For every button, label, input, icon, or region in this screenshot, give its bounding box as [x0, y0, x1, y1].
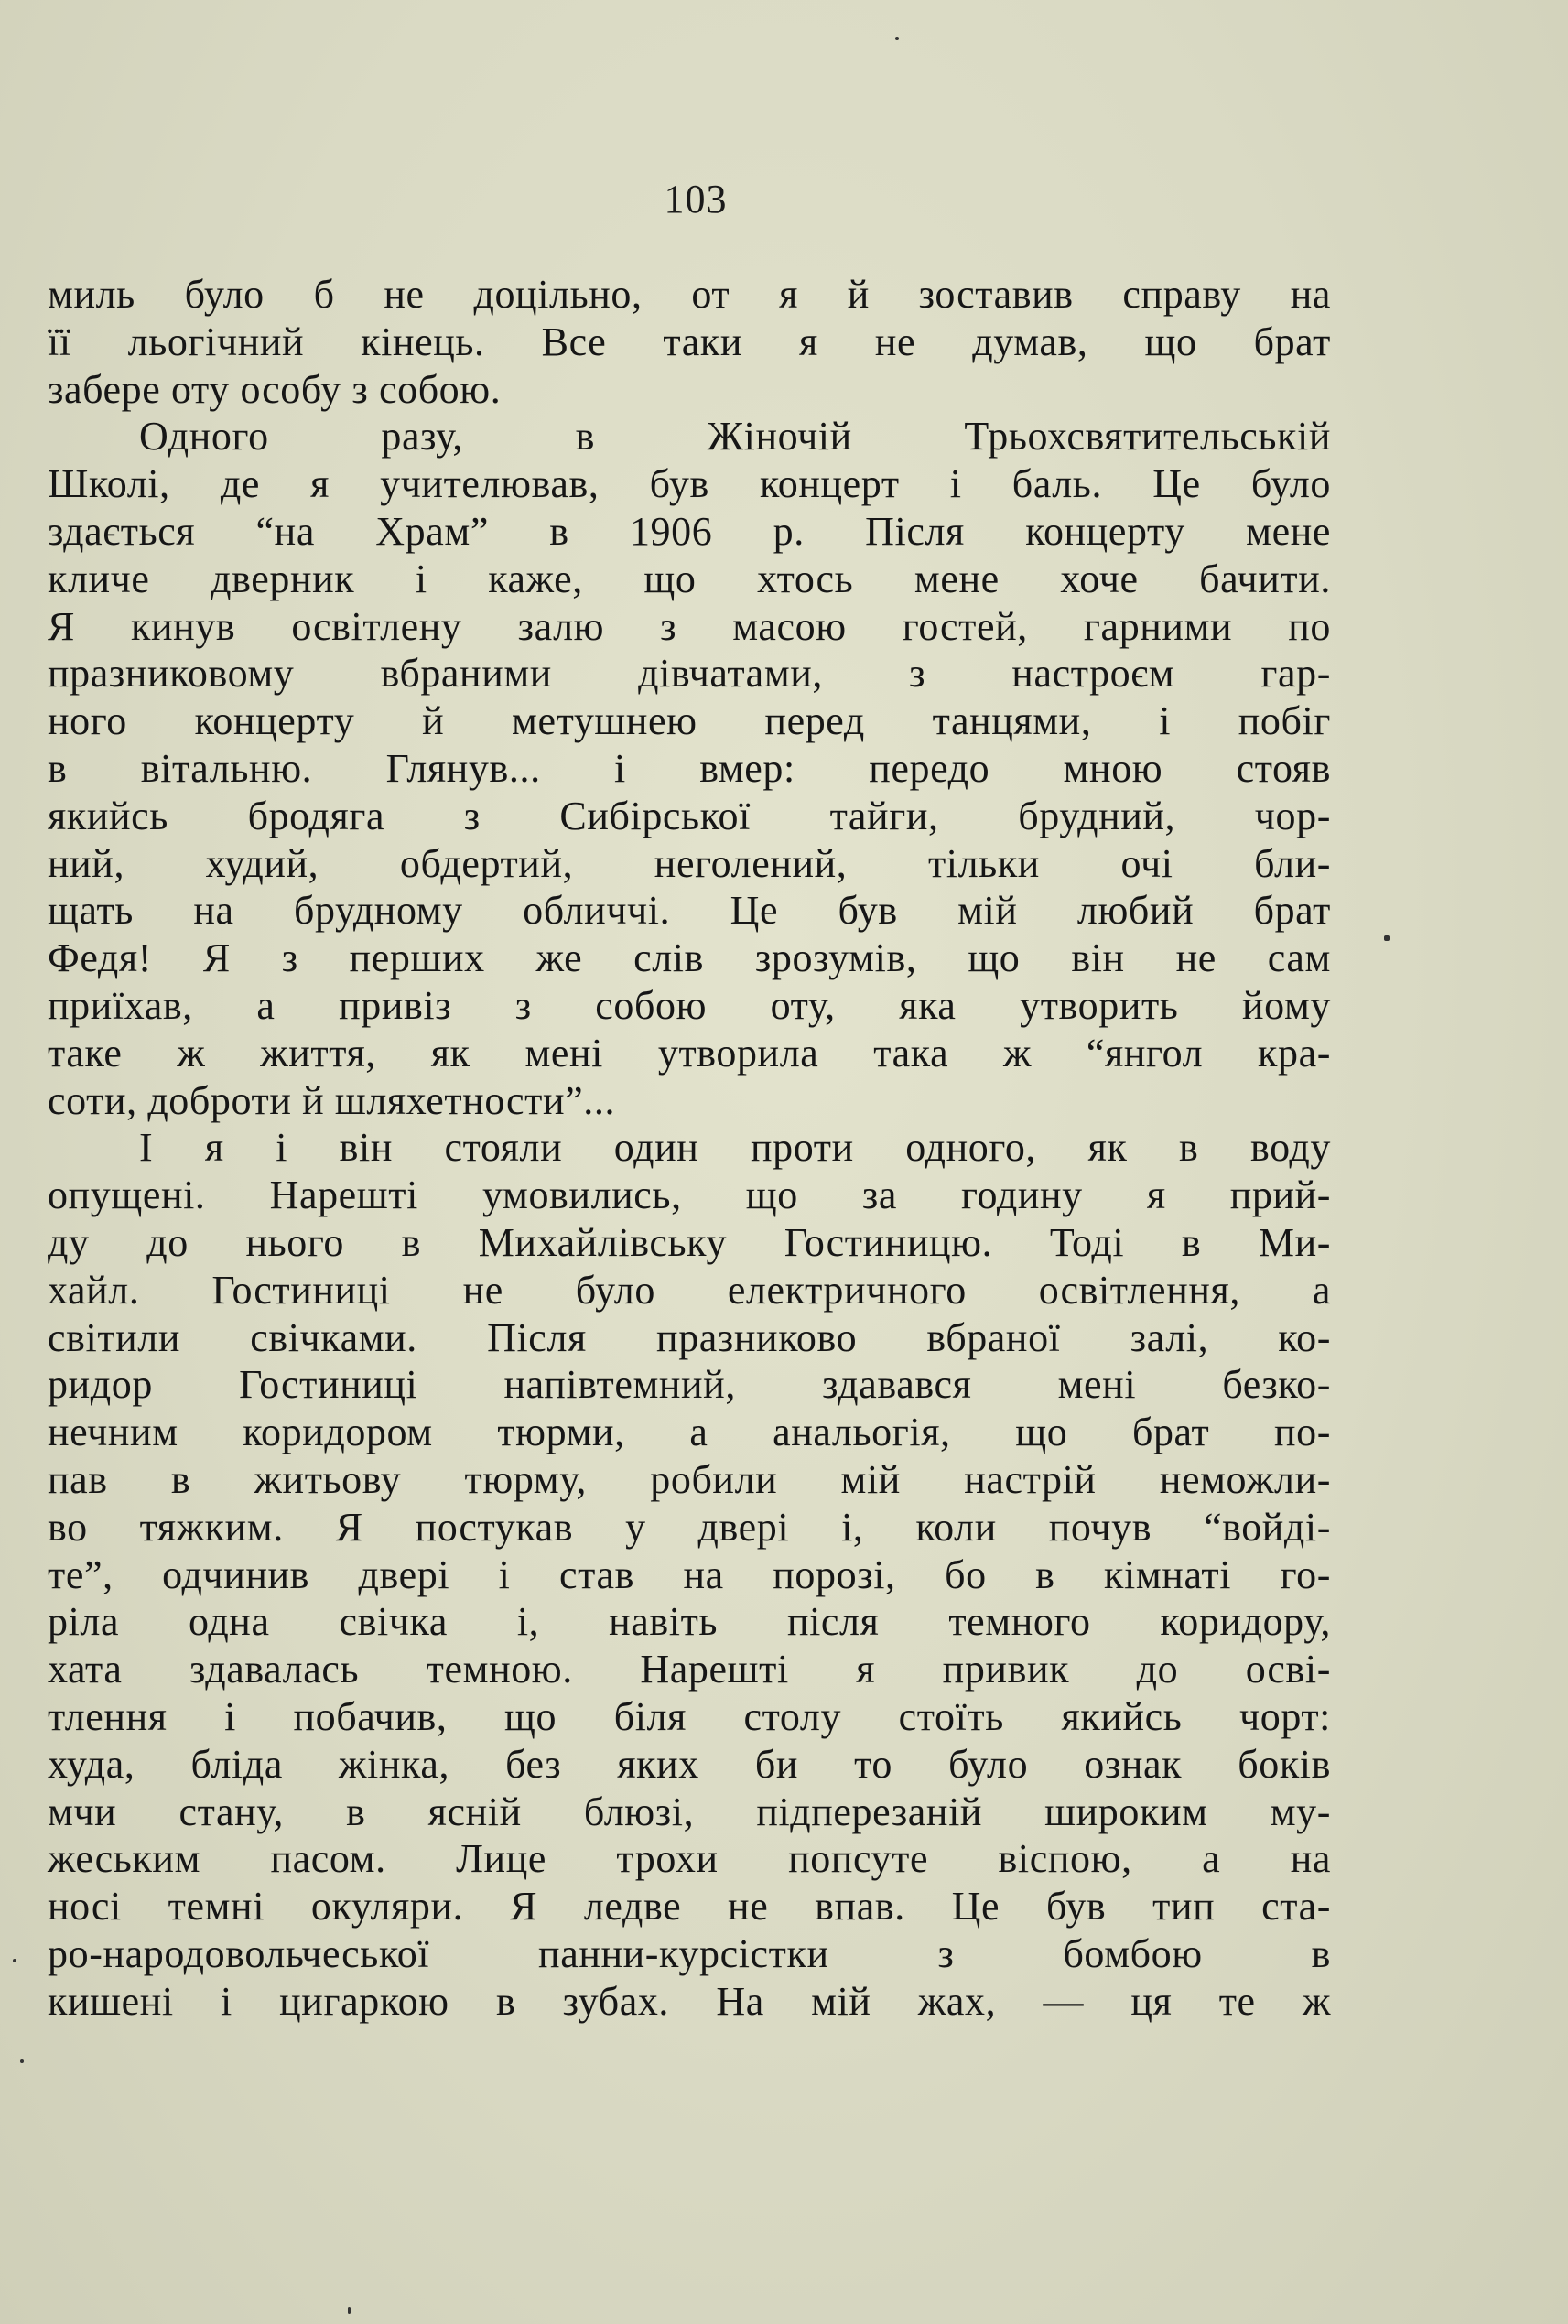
text-line: ро-народовольчеської панни-курсістки з бомбою в: [48, 1930, 1331, 1976]
text-line: кишені і цигаркою в зубах. На мій жах, — ця те ж: [48, 1978, 1331, 2024]
text-line: нечним коридором тюрми, а анальогія, що брат по-: [48, 1410, 1331, 1455]
text-line: Федя! Я з перших же слів зрозумів, що він не сам: [48, 935, 1331, 981]
page-speck: [20, 2059, 24, 2063]
text-line: худа, бліда жінка, без яких би то було ознак боків: [48, 1741, 1331, 1787]
text-line: Одного разу, в Жіночій Трьохсвятительській: [139, 414, 1331, 459]
page-speck: [1384, 935, 1390, 941]
text-line: щать на брудному обличчі. Це був мій любий брат: [48, 888, 1331, 934]
text-line: празниковому вбраними дівчатами, з настроєм гар-: [48, 651, 1331, 697]
text-line: приїхав, а привіз з собою оту, яка утворить йому: [48, 982, 1331, 1028]
page-speck: [348, 2307, 351, 2314]
text-line: мчи стану, в ясній блюзі, підперезаній широким му-: [48, 1789, 1331, 1834]
text-line: забере оту особу з собою.: [48, 366, 502, 412]
text-line: ріла одна свічка і, навіть після темного коридору,: [48, 1599, 1331, 1645]
text-line: ду до нього в Михайлівську Гостиницю. Тоді в Ми-: [48, 1219, 1331, 1265]
text-line: ридор Гостиниці напівтемний, здавався мені безко-: [48, 1362, 1331, 1408]
text-line: пав в житьову тюрму, робили мій настрій неможли-: [48, 1456, 1331, 1502]
text-line: те”, одчинив двері і став на порозі, бо в кімнаті го-: [48, 1551, 1331, 1597]
body-text: [48, 271, 1331, 2025]
text-line: опущені. Нарешті умовились, що за годину я прий-: [48, 1173, 1331, 1218]
text-line: Я кинув освітлену залю з масою гостей, гарними по: [48, 603, 1331, 649]
text-line: жеським пасом. Лице трохи попсуте віспою, а на: [48, 1836, 1331, 1882]
text-line: якийсь бродяга з Сибірської тайги, брудний, чор-: [48, 793, 1331, 838]
text-line: І я і він стояли один проти одного, як в воду: [139, 1125, 1331, 1171]
text-line: ного концерту й метушнею перед танцями, і побіг: [48, 698, 1331, 744]
text-line: кличе дверник і каже, що хтось мене хоче бачити.: [48, 556, 1331, 601]
text-line: таке ж життя, як мені утворила така ж “янгол кра-: [48, 1030, 1331, 1076]
text-line: соти, доброти й шляхетности”...: [48, 1077, 616, 1123]
text-line: носі темні окуляри. Я ледве не впав. Це був тип ста-: [48, 1884, 1331, 1929]
text-line: хайл. Гостиниці не було електричного освітлення, а: [48, 1267, 1331, 1313]
text-line: світили свічками. Після празниково вбраної залі, ко-: [48, 1314, 1331, 1360]
text-line: її льогічний кінець. Все таки я не думав, що брат: [48, 319, 1331, 364]
text-line: Школі, де я учителював, був концерт і баль. Це було: [48, 461, 1331, 507]
page-speck: [895, 37, 899, 40]
text-line: миль було б не доцільно, от я й зоставив справу на: [48, 272, 1331, 317]
text-line: в вітальню. Глянув... і вмер: передо мною стояв: [48, 745, 1331, 791]
text-line: во тяжким. Я постукав у двері і, коли почув “войді-: [48, 1504, 1331, 1550]
text-line: ний, худий, обдертий, неголений, тільки очі бли-: [48, 840, 1331, 886]
page-speck: [13, 1959, 16, 1962]
text-line: тлення і побачив, що біля столу стоїть якийсь чорт:: [48, 1693, 1331, 1739]
text-line: здається “на Храм” в 1906 р. Після концерту мене: [48, 508, 1331, 554]
text-line: хата здавалась темною. Нарешті я привик до осві-: [48, 1647, 1331, 1692]
page-number: 103: [664, 177, 728, 222]
